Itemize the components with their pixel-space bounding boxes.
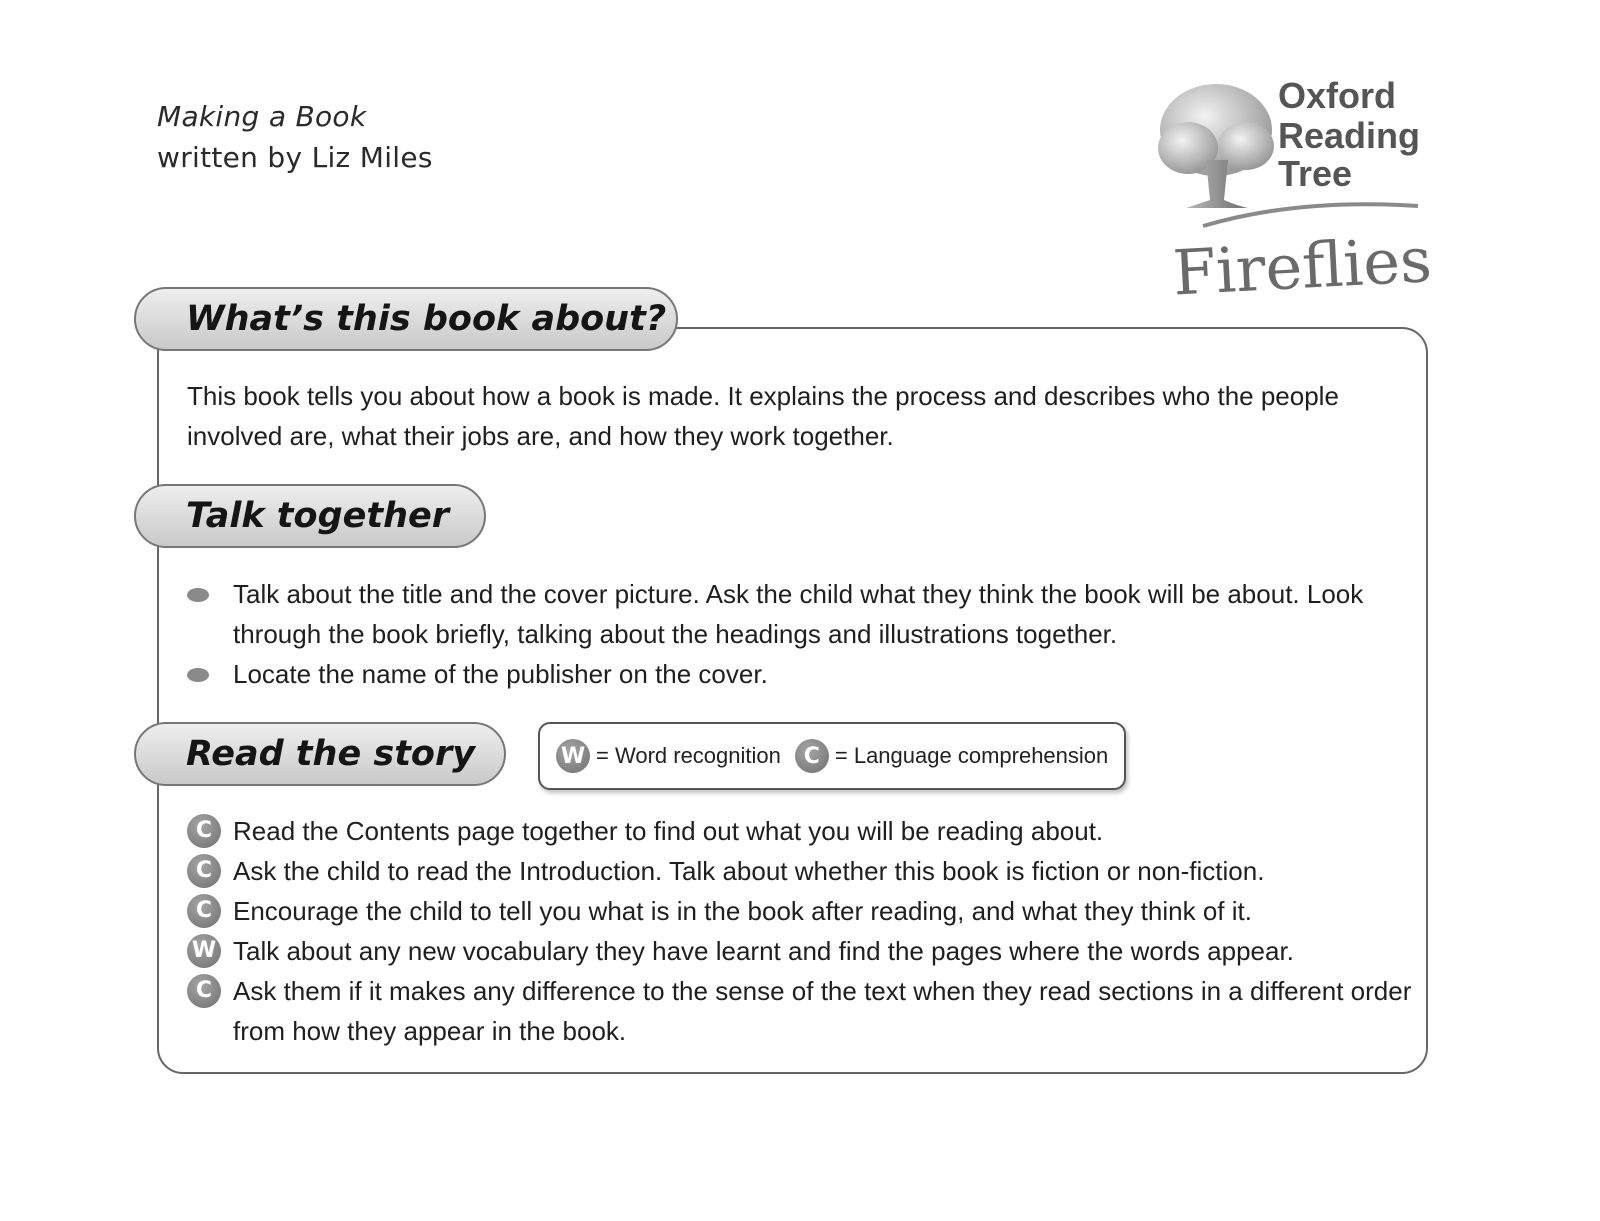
logo-series-fireflies: Fireflies: [1171, 223, 1434, 310]
list-item: [187, 811, 1412, 851]
bullet-icon: [187, 668, 209, 682]
about-text: This book tells you about how a book is made. It explains the process and describes who the people involved are, what their jobs are, and how they work together.: [187, 381, 1339, 451]
c-badge-icon: C: [187, 894, 221, 928]
list-item-text: Ask them if it makes any difference to the sense of the text when they read sections in a different order from how they appear in the book.: [233, 976, 1412, 1046]
read-list: [187, 811, 1412, 1051]
list-item-text: Talk about the title and the cover picture. Ask the child what they think the book will be about. Look through the book briefly, talking about the headings and illustrations together.: [233, 579, 1364, 649]
key-word-recognition: = Word recognition: [596, 743, 781, 768]
c-badge-icon: C: [187, 854, 221, 888]
bullet-icon: [187, 588, 209, 602]
heading-about: What’s this book about?: [134, 287, 678, 351]
talk-list: [187, 574, 1412, 694]
list-item: [187, 654, 1412, 694]
c-badge-icon: C: [795, 739, 829, 773]
list-item-text: Read the Contents page together to find out what you will be reading about.: [233, 816, 1104, 846]
c-badge-icon: C: [187, 974, 221, 1008]
list-item: [187, 574, 1412, 654]
list-item: [187, 971, 1412, 1051]
list-item-text: Locate the name of the publisher on the cover.: [233, 659, 768, 689]
list-item: [187, 851, 1412, 891]
oxford-reading-tree-fireflies-logo: [1148, 60, 1448, 310]
book-author: written by Liz Miles: [157, 141, 433, 174]
list-item: [187, 891, 1412, 931]
logo-line-tree: Tree: [1278, 153, 1353, 194]
key-language-comprehension: = Language comprehension: [834, 743, 1109, 768]
list-item: [187, 931, 1412, 971]
logo-line-oxford: Oxford: [1278, 75, 1397, 116]
c-badge-icon: C: [187, 814, 221, 848]
w-badge-icon: W: [187, 934, 221, 968]
heading-talk-together: Talk together: [134, 484, 486, 548]
book-title: Making a Book: [157, 100, 367, 133]
list-item-text: Ask the child to read the Introduction. Talk about whether this book is fiction or non-fiction.: [233, 856, 1265, 886]
list-item-text: Talk about any new vocabulary they have learnt and find the pages where the words appear.: [233, 936, 1294, 966]
w-badge-icon: W: [556, 739, 590, 773]
heading-read-the-story: Read the story: [134, 722, 506, 786]
list-item-text: Encourage the child to tell you what is in the book after reading, and what they think of it.: [233, 896, 1252, 926]
tree-icon: [1158, 84, 1274, 208]
badge-key: [538, 722, 1126, 790]
logo-line-reading: Reading: [1278, 115, 1421, 156]
